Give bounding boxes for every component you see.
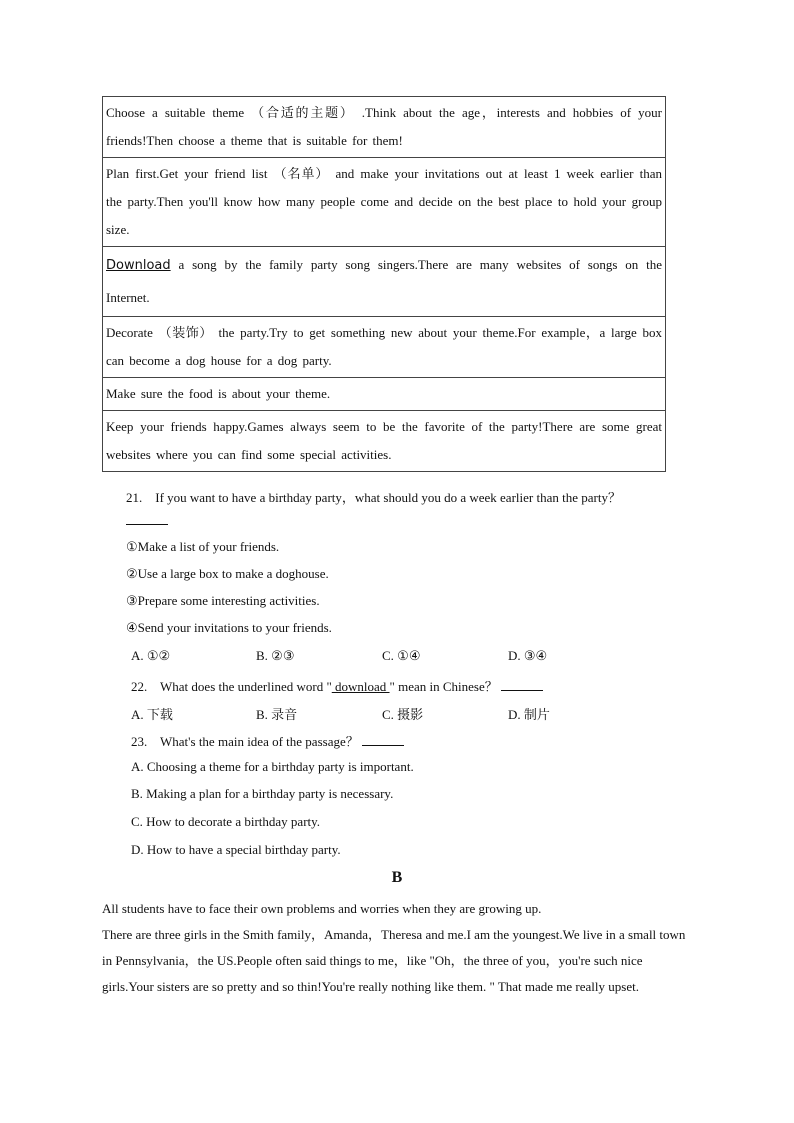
table-row (103, 378, 666, 411)
option-a: A. Choosing a theme for a birthday party is important. (131, 759, 414, 774)
table-cell: Choose a suitable theme （合适的主题） .Think about the age，interests and hobbies of your friends!Then choose a theme that is suitable for them! (103, 97, 666, 158)
list-item: ④Send your invitations to your friends. (126, 620, 332, 635)
table-row (103, 158, 666, 247)
question-text: What does the underlined word " (160, 679, 332, 694)
option-a: A. ①② (131, 648, 171, 663)
passage-paragraph: There are three girls in the Smith family，Amanda，Theresa and me.I am the youngest.We live in a small town in Pennsylvania，the US.People often said things to me，like "Oh，the three of you，you're such nice girls.Your sisters are so pretty and so thin!You're really nothing like them. " That made me really upset. (102, 927, 686, 994)
question-number: 22. (131, 679, 148, 694)
answer-blank (501, 678, 543, 691)
option-b: B. ②③ (256, 648, 295, 663)
list-item: ①Make a list of your friends. (126, 539, 280, 554)
table-cell: Keep your friends happy.Games always seem to be the favorite of the party!There are some great websites where you can find some special activities. (103, 411, 666, 472)
question-text: If you want to have a birthday party，what should you do a week earlier than the party？ (155, 490, 621, 505)
passage-paragraph: All students have to face their own problems and worries when they are growing up. (102, 901, 542, 916)
section-heading: B (391, 869, 403, 886)
option-d: D. 制片 (508, 707, 550, 722)
table-cell (103, 247, 666, 317)
question-22 (131, 676, 543, 695)
option-c: C. 摄影 (382, 707, 424, 722)
question-21 (126, 487, 621, 506)
question-text: " mean in Chinese？ (389, 679, 498, 694)
list-item: ②Use a large box to make a doghouse. (126, 566, 329, 581)
option-c: C. How to decorate a birthday party. (131, 814, 321, 829)
question-text: What's the main idea of the passage？ (160, 734, 359, 749)
option-b: B. Making a plan for a birthday party is necessary. (131, 786, 394, 801)
question-number: 23. (131, 734, 148, 749)
option-d: D. ③④ (508, 648, 548, 663)
table-row (103, 247, 666, 317)
table-cell: Decorate （装饰） the party.Try to get something new about your theme.For example，a large box can become a dog house for a dog party. (103, 317, 666, 378)
underlined-word: Download (106, 258, 171, 273)
table-cell: Make sure the food is about your theme. (103, 378, 666, 411)
answer-blank (362, 733, 404, 746)
table-row (103, 97, 666, 158)
option-d: D. How to have a special birthday party. (131, 842, 341, 857)
question-number: 21. (126, 490, 143, 505)
option-b: B. 录音 (256, 707, 298, 722)
table-cell-text: a song by the family party song singers.There are many websites of songs on the Internet. (106, 257, 662, 305)
underlined-word: download (331, 679, 390, 694)
tips-table (102, 96, 666, 472)
table-row (103, 411, 666, 472)
table-cell: Plan first.Get your friend list （名单） and make your invitations out at least 1 week earlier than the party.Then you'll know how many people come and decide on the best place to hold your group size. (103, 158, 666, 247)
question-23 (131, 731, 404, 750)
option-a: A. 下载 (131, 707, 173, 722)
table-row (103, 317, 666, 378)
list-item: ③Prepare some interesting activities. (126, 593, 320, 608)
option-c: C. ①④ (382, 648, 421, 663)
answer-blank (126, 512, 168, 529)
